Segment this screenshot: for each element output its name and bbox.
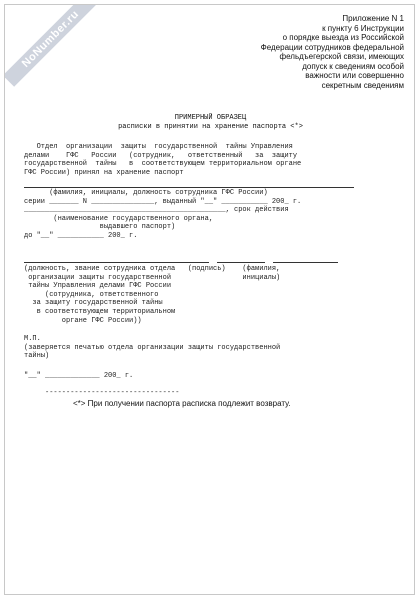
intro-line: Отдел организации защиты государственной тайны Управления [24, 143, 293, 151]
form-fields [24, 189, 301, 241]
intro-line: делами ГФС России (сотрудник, ответственный за защиту [24, 151, 298, 160]
annex-line: Федерации сотрудников федеральной [260, 42, 404, 52]
signature-line: за защиту государственной тайны [24, 299, 163, 308]
footnote-separator: -------------------------------- [45, 389, 180, 397]
signature-line: организации защиты государственной инициалы) [24, 273, 281, 282]
annex-line: допуск к сведениям особой [302, 61, 404, 71]
signature-fill-line [217, 262, 265, 263]
annex-line: к пункту 6 Инструкции [322, 23, 404, 33]
form-line: выдавшего паспорт) [24, 223, 176, 232]
form-line: до "__" ___________ 200_ г. [24, 231, 138, 240]
signature-line: тайны Управления делами ГФС России [24, 282, 172, 291]
date-line: "__" _____________ 200_ г. [24, 372, 134, 380]
signature-line: (должность, звание сотрудника отдела (подпись) (фамилия, [24, 265, 281, 273]
watermark: NoNumber.ru [4, 4, 98, 87]
document-page [4, 4, 415, 595]
annex-line: фельдъегерской связи, имеющих [279, 52, 404, 61]
annex-header [204, 14, 404, 90]
intro-paragraph [24, 143, 301, 177]
fill-line [24, 187, 354, 188]
signature-line: (сотрудника, ответственного [24, 290, 159, 299]
document-title: ПРИМЕРНЫЙ ОБРАЗЕЦ [174, 114, 247, 122]
seal-block [24, 335, 280, 361]
annex-line: Приложение N 1 [342, 14, 404, 23]
form-line: ________________________________________________, срок действия [24, 206, 289, 215]
footnote: <*> При получении паспорта расписка подлежит возврату. [73, 399, 291, 408]
signature-fill-line [273, 262, 338, 263]
intro-line: государственной тайны в соответствующем территориальном органе [24, 160, 302, 169]
document-subtitle: расписки в принятии на хранение паспорта <*> [118, 123, 303, 131]
seal-mark: М.П. [24, 335, 41, 343]
signature-block [24, 265, 280, 325]
seal-note: тайны) [24, 352, 50, 361]
form-line: (фамилия, инициалы, должность сотрудника ГФС России) [24, 189, 268, 197]
form-line: серии _______ N _______________, выданный "__" ___________ 200_ г. [24, 197, 302, 206]
annex-line: о порядке выезда из Российской [282, 33, 404, 42]
signature-fill-line [24, 262, 209, 263]
annex-line: секретным сведениям [321, 80, 404, 90]
signature-line: органе ГФС России)) [24, 316, 142, 325]
signature-line: в соответствующем территориальном [24, 307, 176, 316]
form-line: (наименование государственного органа, [24, 214, 214, 223]
annex-line: важности или совершенно [305, 71, 404, 80]
intro-line: ГФС России) принял на хранение паспорт [24, 168, 184, 177]
seal-note: (заверяется печатью отдела организации защиты государственной [24, 343, 281, 352]
